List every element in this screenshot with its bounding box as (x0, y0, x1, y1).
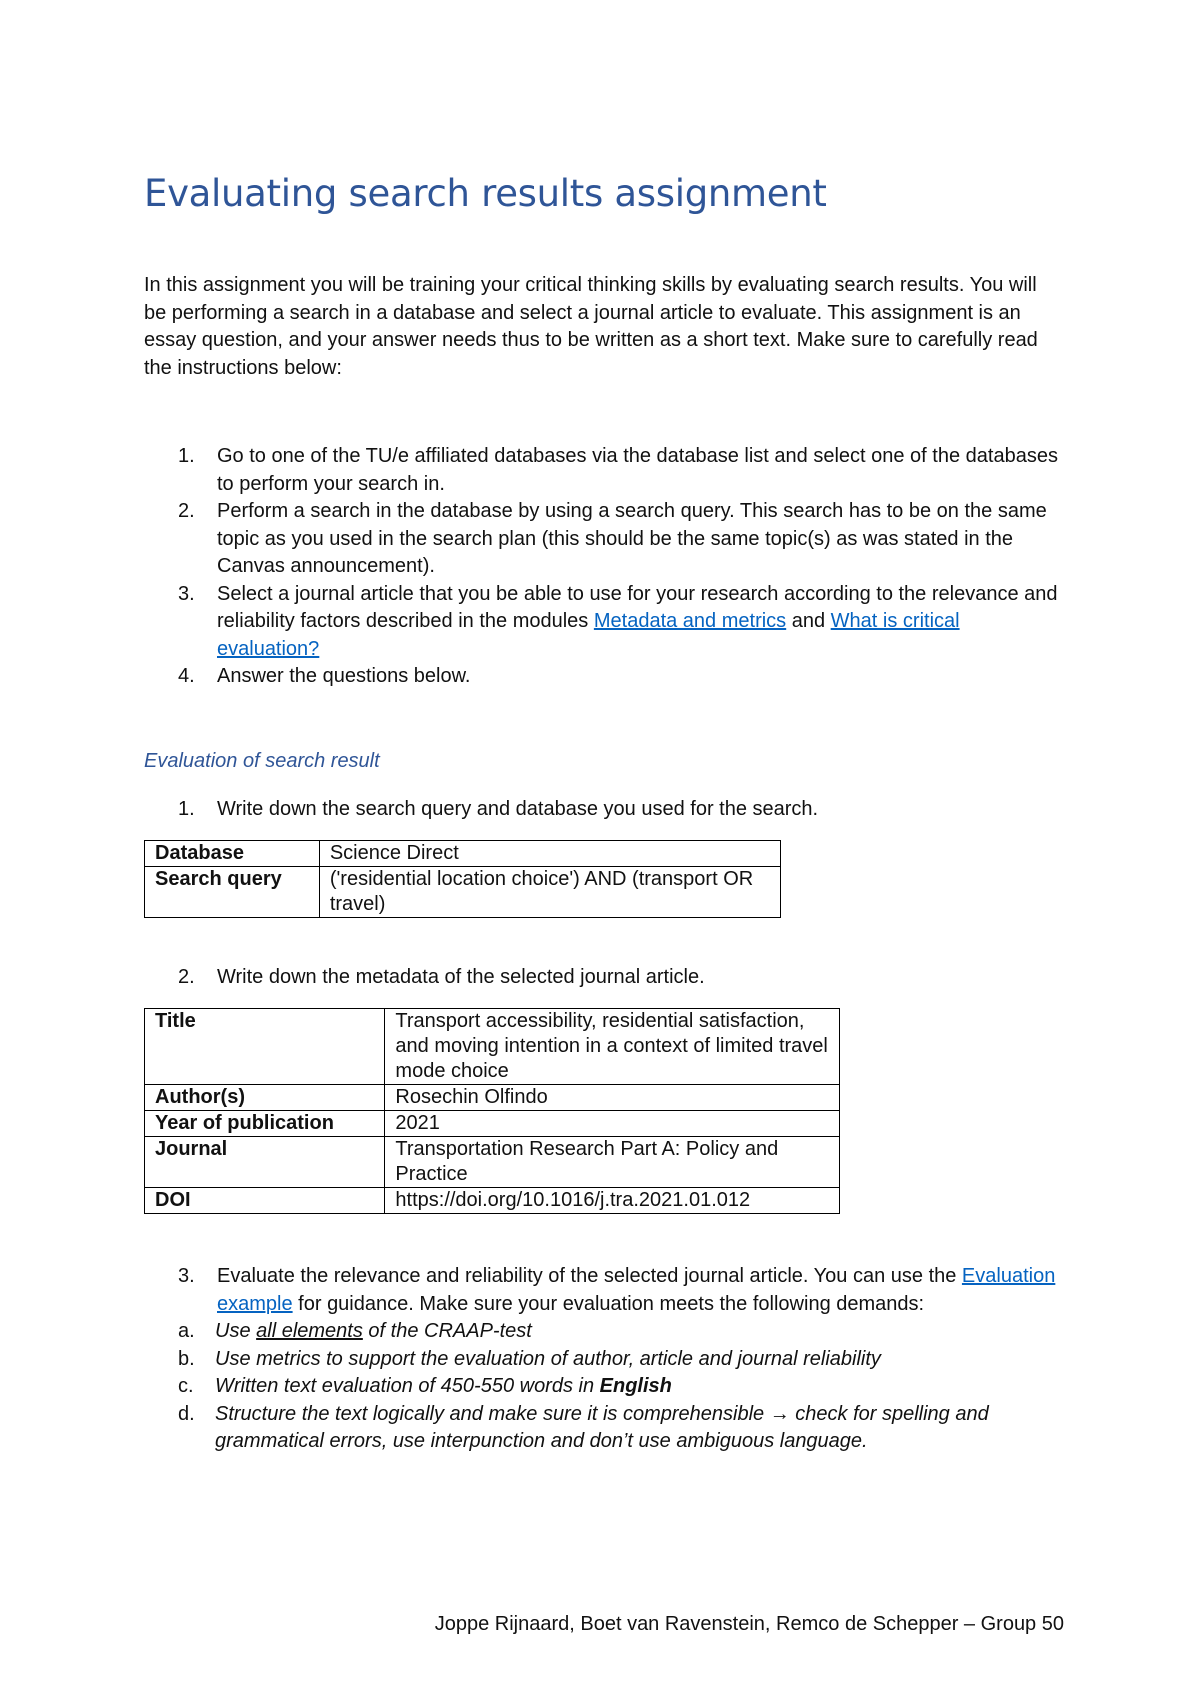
demand-letter: b. (178, 1347, 195, 1370)
demand-letter: c. (178, 1375, 194, 1397)
step-item (144, 581, 1064, 664)
intro-paragraph: In this assignment you will be training your critical thinking skills by evaluating search results. You will be performing a search in a database and select a journal article to evaluate. This assignment is an essay question, and your answer needs thus to be written as a short text. Make sure to carefully read the instructions below: (144, 274, 1038, 379)
step-text: Go to one of the TU/e affiliated databases via the database list and select one of the databases to perform your search in. (217, 445, 1058, 495)
step-number: 2. (178, 500, 195, 522)
demand-item (144, 1346, 1094, 1374)
question-text-after: for guidance. Make sure your evaluation meets the following demands: (292, 1292, 925, 1315)
table-value-cell: 2021 (385, 1111, 840, 1137)
step-number: 1. (178, 445, 195, 467)
demand-letter: d. (178, 1402, 195, 1425)
step-text: Answer the questions below. (217, 665, 471, 687)
what-is-critical-evaluation-link[interactable]: What is critical evaluation? (217, 610, 960, 660)
question-number: 1. (178, 798, 195, 820)
question-number: 2. (178, 966, 195, 988)
demand-text: Use metrics to support the evaluation of author, article and journal reliability (215, 1347, 881, 1370)
table-row (145, 1137, 840, 1188)
table-row (145, 867, 781, 918)
document-title: Evaluating search results assignment (144, 172, 827, 215)
table-row (145, 1188, 840, 1214)
metadata-and-metrics-link[interactable]: Metadata and metrics (593, 610, 787, 632)
table-label-cell: Database (145, 841, 320, 867)
table-row (145, 841, 781, 867)
demand-text: Written text evaluation of 450-550 words in (215, 1375, 600, 1397)
table-value-cell: https://doi.org/10.1016/j.tra.2021.01.012 (385, 1188, 840, 1214)
question-1 (144, 796, 1064, 824)
section-subheading: Evaluation of search result (144, 750, 380, 772)
demand-item (144, 1401, 1094, 1456)
table-label-cell: DOI (145, 1188, 385, 1214)
table-value-cell: Transport accessibility, residential satisfaction, and moving intention in a context of limited travel mode choice (385, 1009, 840, 1085)
step-number: 3. (178, 582, 195, 605)
step-text: Perform a search in the database by using a search query. This search has to be on the same topic as you used in the search plan (this should be the same topic(s) as was stated in the Canvas announcement). (217, 500, 1047, 577)
demand-text: Use (215, 1320, 257, 1342)
demand-item (144, 1318, 1094, 1346)
search-table (144, 840, 781, 918)
step-item (144, 498, 1064, 581)
table-value-cell: Science Direct (319, 841, 780, 867)
question-text: Write down the search query and database you used for the search. (217, 798, 819, 820)
question-text: Write down the metadata of the selected journal article. (217, 966, 705, 988)
table-label-cell: Search query (145, 867, 320, 918)
demands-list (144, 1318, 1094, 1456)
table-label-cell: Author(s) (145, 1085, 385, 1111)
evaluation-example-link[interactable]: Evaluation example (217, 1265, 1056, 1315)
question-2 (144, 964, 1064, 992)
demand-text-after: of the CRAAP-test (362, 1320, 532, 1342)
instruction-steps (144, 443, 1064, 691)
table-row (145, 1111, 840, 1137)
table-row (145, 1085, 840, 1111)
step-number: 4. (178, 665, 195, 687)
step-text-conjunction: and (786, 610, 831, 632)
demand-underlined-text: all elements (256, 1320, 363, 1342)
table-value-cell: ('residential location choice') AND (transport OR travel) (319, 867, 780, 918)
question-number: 3. (178, 1265, 195, 1287)
step-item (144, 663, 1064, 691)
table-label-cell: Title (145, 1009, 385, 1085)
page-footer: Joppe Rijnaard, Boet van Ravenstein, Remco de Schepper – Group 50 (434, 1613, 1064, 1635)
table-value-cell: Transportation Research Part A: Policy and Practice (385, 1137, 840, 1188)
table-value-cell: Rosechin Olfindo (385, 1085, 840, 1111)
step-text: Select a journal article that you be able to use for your research according to the relevance and reliability factors described in the modules (217, 582, 1058, 632)
table-row (145, 1009, 840, 1085)
question-3 (144, 1263, 1064, 1456)
question-text: Evaluate the relevance and reliability of the selected journal article. You can use the (217, 1265, 962, 1287)
table-label-cell: Year of publication (145, 1111, 385, 1137)
metadata-table (144, 1008, 840, 1214)
demand-text: Structure the text logically and make sure it is comprehensible → check for spelling and grammatical errors, use interpunction and don’t use ambiguous language. (215, 1402, 989, 1452)
table-label-cell: Journal (145, 1137, 385, 1188)
demand-letter: a. (178, 1320, 195, 1342)
demand-bold-text: English (599, 1375, 672, 1397)
demand-item (144, 1373, 1094, 1401)
step-item (144, 443, 1064, 498)
